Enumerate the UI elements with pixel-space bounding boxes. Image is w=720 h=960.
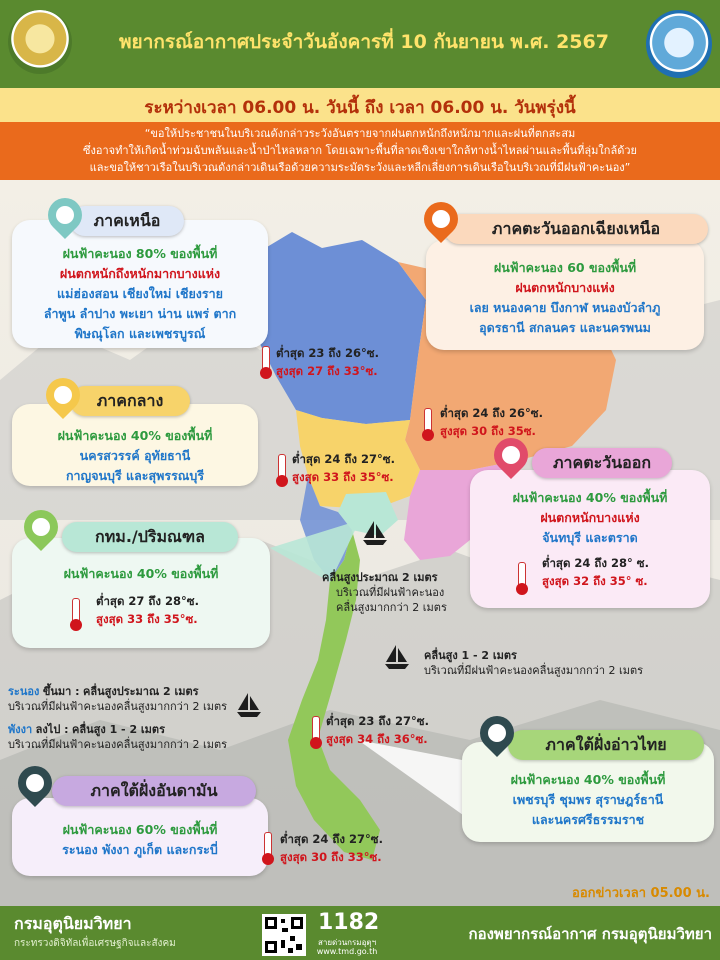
north-line: แม่ฮ่องสอน เชียงใหม่ เชียงราย xyxy=(57,286,223,301)
hotline-label: สายด่วนกรมอุตุฯ xyxy=(317,938,377,947)
south-east-temp-low: ต่ำสุด 23 ถึง 27°ซ. xyxy=(326,714,429,728)
north-card xyxy=(12,220,268,348)
east-title: ภาคตะวันออก xyxy=(552,453,652,472)
central-card xyxy=(12,404,258,486)
boat-icon xyxy=(382,642,412,672)
north-temp-high: สูงสุด 27 ถึง 33°ซ. xyxy=(276,364,378,378)
thermometer-icon xyxy=(424,408,432,436)
east-temp xyxy=(542,554,649,590)
website-link[interactable]: www.tmd.go.th xyxy=(316,947,378,956)
north-line: ฝนฟ้าคะนอง 80% ของพื้นที่ xyxy=(62,246,218,261)
south-west-temp xyxy=(280,830,383,866)
east-line: จันทบุรี และตราด xyxy=(542,530,638,545)
south-west-line: ระนอง พังงา ภูเก็ต และกระบี่ xyxy=(62,842,218,857)
northeast-card xyxy=(426,240,704,350)
central-temp-low: ต่ำสุด 24 ถึง 27°ซ. xyxy=(292,452,395,466)
north-line: ฝนตกหนักถึงหนักมากบางแห่ง xyxy=(59,266,221,281)
central-temp xyxy=(292,450,395,486)
south-east-title-pill xyxy=(508,730,704,760)
northeast-temp-high: สูงสุด 30 ถึง 35ซ. xyxy=(440,424,536,438)
central-line: นครสวรรค์ อุทัยธานี xyxy=(79,448,191,463)
issued-time: ออกข่าวเวลา 05.00 น. xyxy=(572,886,710,901)
wave-andaman-lower-title: คลื่นสูง 1 - 2 เมตร xyxy=(72,723,165,736)
south-east-title: ภาคใต้ฝั่งอ่าวไทย xyxy=(545,735,667,754)
time-range-banner xyxy=(0,88,720,122)
bangkok-temp-low: ต่ำสุด 27 ถึง 28°ซ. xyxy=(96,594,199,608)
wave-gulf-lower-title: คลื่นสูง 1 - 2 เมตร xyxy=(424,649,517,662)
footer-bar xyxy=(0,906,720,960)
south-west-card xyxy=(12,798,268,876)
warning-line: และขอให้ชาวเรือในบริเวณดังกล่าวเดินเรือด้วยความระมัดระวังและหลีกเลี่ยงการเดินเรือในบริเวณที่มีฝนฟ้าคะนอง” xyxy=(89,161,631,174)
wave-andaman-upper xyxy=(8,684,227,714)
bangkok-temp-high: สูงสุด 33 ถึง 35°ซ. xyxy=(96,612,198,626)
wave-andaman-upper-area: ระนอง xyxy=(8,685,40,698)
wave-gulf-lower-sub: บริเวณที่มีฝนฟ้าคะนองคลื่นสูงมากกว่า 2 เมตร xyxy=(424,664,644,677)
wave-andaman-upper-dir: ขึ้นมา : xyxy=(42,685,80,698)
northeast-title-pill xyxy=(444,214,708,244)
central-line: กาญจนบุรี และสุพรรณบุรี xyxy=(65,468,205,483)
south-west-line: ฝนฟ้าคะนอง 60% ของพื้นที่ xyxy=(62,822,218,837)
page-title: พยากรณ์อากาศประจำวันอังคารที่ 10 กันยายน พ.ศ. 2567 xyxy=(119,31,609,53)
thermometer-icon xyxy=(278,454,286,482)
thermometer-icon xyxy=(72,598,80,626)
east-temp-high: สูงสุด 32 ถึง 35° ซ. xyxy=(542,574,648,588)
central-title-pill xyxy=(70,386,190,416)
bangkok-card xyxy=(12,538,270,648)
header-banner xyxy=(0,0,720,88)
qr-code-icon[interactable] xyxy=(262,914,306,956)
wave-gulf-upper-title: คลื่นสูงประมาณ 2 เมตร xyxy=(322,571,438,584)
wave-gulf-upper-sub: บริเวณที่มีฝนฟ้าคะนอง xyxy=(336,586,445,599)
ministry-logo xyxy=(8,10,72,74)
bangkok-temp xyxy=(96,592,199,628)
wave-andaman-lower-sub: บริเวณที่มีฝนฟ้าคะนองคลื่นสูงมากกว่า 2 เมตร xyxy=(8,738,228,751)
northeast-line: อุดรธานี สกลนคร และนครพนม xyxy=(479,320,651,335)
northeast-title: ภาคตะวันออกเฉียงเหนือ xyxy=(491,219,661,238)
thermometer-icon xyxy=(518,562,526,590)
east-temp-low: ต่ำสุด 24 ถึง 28° ซ. xyxy=(542,556,649,570)
wave-andaman-lower xyxy=(8,722,227,752)
thermometer-icon xyxy=(264,832,272,860)
hotline-number: 1182 xyxy=(318,910,380,935)
south-west-title: ภาคใต้ฝั่งอันดามัน xyxy=(90,781,218,800)
thermometer-icon xyxy=(262,346,270,374)
north-line: พิษณุโลก และเพชรบูรณ์ xyxy=(74,326,206,341)
wave-gulf-upper xyxy=(322,570,447,615)
east-line: ฝนฟ้าคะนอง 40% ของพื้นที่ xyxy=(512,490,668,505)
northeast-line: ฝนตกหนักบางแห่ง xyxy=(515,280,615,295)
central-line: ฝนฟ้าคะนอง 40% ของพื้นที่ xyxy=(57,428,213,443)
east-line: ฝนตกหนักบางแห่ง xyxy=(540,510,640,525)
north-line: ลำพูน ลำปาง พะเยา น่าน แพร่ ตาก xyxy=(43,306,237,321)
northeast-line: ฝนฟ้าคะนอง 60 ของพื้นที่ xyxy=(493,260,637,275)
south-east-line: ฝนฟ้าคะนอง 40% ของพื้นที่ xyxy=(510,772,666,787)
thermometer-icon xyxy=(312,716,320,744)
bangkok-title: กทม./ปริมณฑล xyxy=(95,527,205,546)
wave-andaman-lower-area: พังงา xyxy=(8,723,33,736)
bangkok-title-pill xyxy=(62,522,238,552)
bangkok-line: ฝนฟ้าคะนอง 40% ของพื้นที่ xyxy=(63,566,219,581)
warning-line: ซึ่งอาจทำให้เกิดน้ำท่วมฉับพลันและน้ำป่าไหลหลาก โดยเฉพาะพื้นที่ลาดเชิงเขาใกล้ทางน้ำไหลผ่านและพื้นที่ลุ่มใกล้ด้วย xyxy=(83,144,637,157)
northeast-temp-low: ต่ำสุด 24 ถึง 26°ซ. xyxy=(440,406,543,420)
east-title-pill xyxy=(532,448,672,478)
south-east-line: เพชรบุรี ชุมพร สุราษฎร์ธานี xyxy=(512,792,664,807)
south-west-title-pill xyxy=(52,776,256,806)
north-title-pill xyxy=(70,206,184,236)
south-east-temp xyxy=(326,712,429,748)
east-card xyxy=(470,470,710,608)
warning-banner xyxy=(0,122,720,180)
north-temp-low: ต่ำสุด 23 ถึง 26°ซ. xyxy=(276,346,379,360)
south-west-temp-high: สูงสุด 30 ถึง 33°ซ. xyxy=(280,850,382,864)
northeast-temp xyxy=(440,404,543,440)
footer-ministry: กระทรวงดิจิทัลเพื่อเศรษฐกิจและสังคม xyxy=(14,938,176,949)
wave-gulf-upper-sub: คลื่นสูงมากกว่า 2 เมตร xyxy=(336,601,447,614)
footer-division: กองพยากรณ์อากาศ กรมอุตุนิยมวิทยา xyxy=(468,925,712,943)
south-east-line: และนครศรีธรรมราช xyxy=(531,812,645,827)
central-title: ภาคกลาง xyxy=(96,391,164,410)
north-temp xyxy=(276,344,379,380)
time-range-text: ระหว่างเวลา 06.00 น. วันนี้ ถึง เวลา 06.00 น. วันพรุ่งนี้ xyxy=(144,98,576,118)
warning-line: “ขอให้ประชาชนในบริเวณดังกล่าวระวังอันตรายจากฝนตกหนักถึงหนักมากและฝนที่ตกสะสม xyxy=(144,127,576,140)
hotline-info xyxy=(312,938,382,956)
boat-icon xyxy=(360,518,390,548)
south-west-temp-low: ต่ำสุด 24 ถึง 27°ซ. xyxy=(280,832,383,846)
wave-andaman-upper-title: คลื่นสูงประมาณ 2 เมตร xyxy=(83,685,199,698)
north-title: ภาคเหนือ xyxy=(93,211,161,230)
tmd-logo xyxy=(646,10,712,78)
central-temp-high: สูงสุด 33 ถึง 35°ซ. xyxy=(292,470,394,484)
boat-icon xyxy=(234,690,264,720)
footer-dept: กรมอุตุนิยมวิทยา xyxy=(14,914,132,933)
wave-andaman-lower-dir: ลงไป : xyxy=(35,723,69,736)
wave-gulf-lower xyxy=(424,648,643,678)
northeast-line: เลย หนองคาย บึงกาฬ หนองบัวลำภู xyxy=(469,300,661,315)
wave-andaman-upper-sub: บริเวณที่มีฝนฟ้าคะนองคลื่นสูงมากกว่า 2 เมตร xyxy=(8,700,228,713)
south-east-temp-high: สูงสุด 34 ถึง 36°ซ. xyxy=(326,732,428,746)
